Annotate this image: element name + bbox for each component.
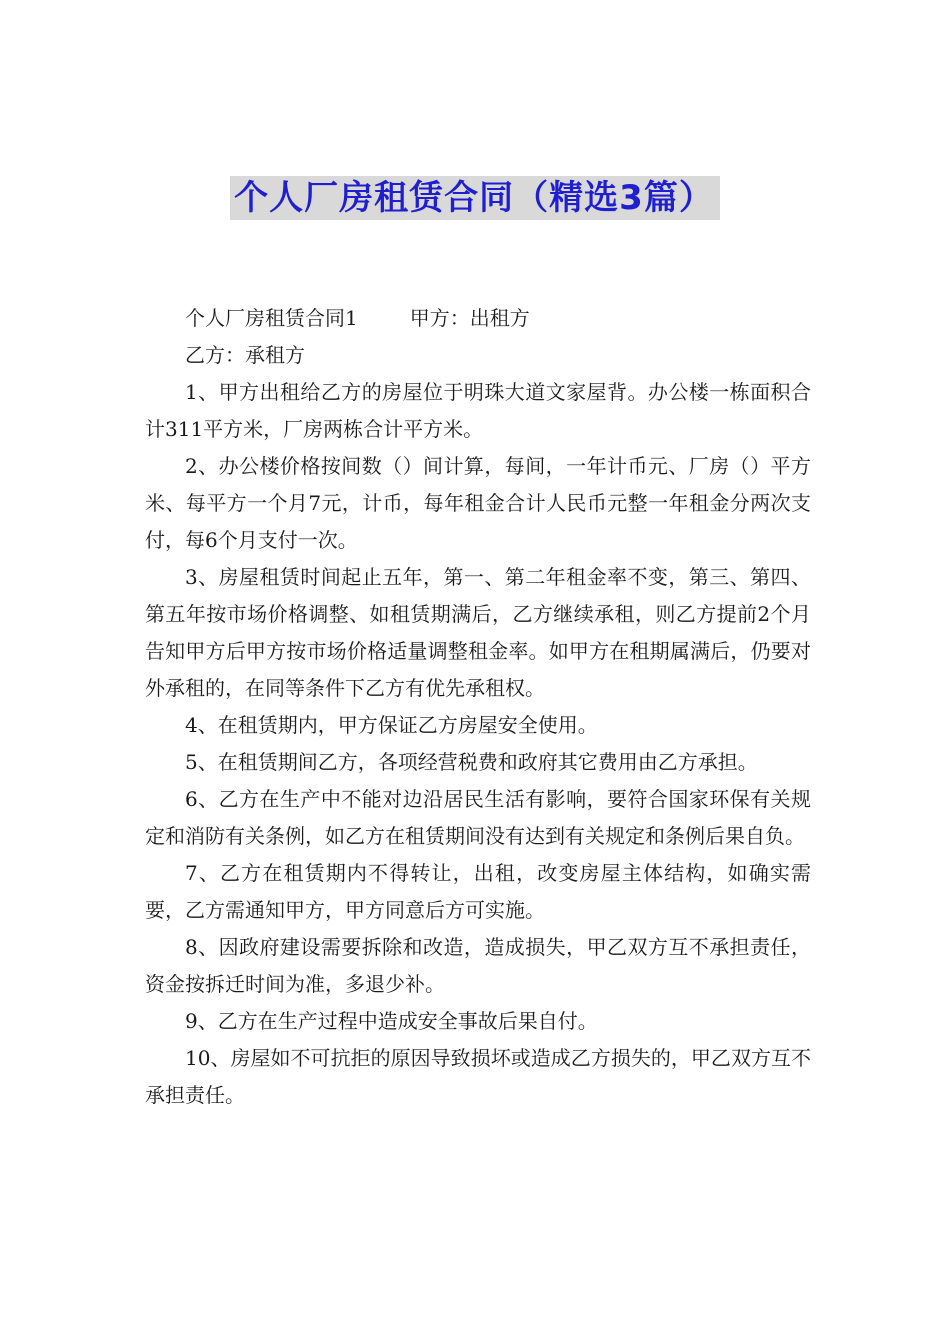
- clause-8: 8、因政府建设需要拆除和改造，造成损失，甲乙双方互不承担责任，资金按拆迁时间为准，多退少补。: [145, 935, 811, 996]
- clause-7: 7、乙方在租赁期内不得转让，出租，改变房屋主体结构，如确实需要，乙方需通知甲方，甲方同意后方可实施。: [145, 861, 811, 922]
- document-title: 个人厂房租赁合同（精选3篇）: [230, 176, 720, 220]
- clause-10: 10、房屋如不可抗拒的原因导致损坏或造成乙方损失的，甲乙双方互不承担责任。: [145, 1046, 811, 1107]
- party-b: 乙方：承租方: [185, 343, 305, 367]
- clause-9: 9、乙方在生产过程中造成安全事故后果自付。: [185, 1009, 598, 1033]
- clause-5: 5、在租赁期间乙方，各项经营税费和政府其它费用由乙方承担。: [185, 750, 758, 774]
- clause-3: 3、房屋租赁时间起止五年，第一、第二年租金率不变，第三、第四、第五年按市场价格调整、如租赁期满后，乙方继续承租，则乙方提前2个月告知甲方后甲方按市场价格适量调整租金率。如甲方在租期属满后，仍要对外承租的，在同等条件下乙方有优先承租权。: [145, 565, 811, 700]
- intro-line: [145, 300, 811, 337]
- intro-heading: 个人厂房租赁合同1: [185, 306, 358, 330]
- clause-6: 6、乙方在生产中不能对边沿居民生活有影响，要符合国家环保有关规定和消防有关条例，如乙方在租赁期间没有达到有关规定和条例后果自负。: [145, 787, 811, 848]
- clause-4: 4、在租赁期内，甲方保证乙方房屋安全使用。: [185, 713, 598, 737]
- clause-2: 2、办公楼价格按间数（）间计算，每间，一年计币元、厂房（）平方米、每平方一个月7元，计币，每年租金合计人民币元整一年租金分两次支付，每6个月支付一次。: [145, 454, 811, 552]
- party-a: 甲方：出租方: [409, 306, 530, 330]
- clause-1: 1、甲方出租给乙方的房屋位于明珠大道文家屋背。办公楼一栋面积合计311平方米，厂房两栋合计平方米。: [145, 380, 811, 441]
- document-body: [145, 300, 811, 1114]
- title-container: [0, 176, 950, 220]
